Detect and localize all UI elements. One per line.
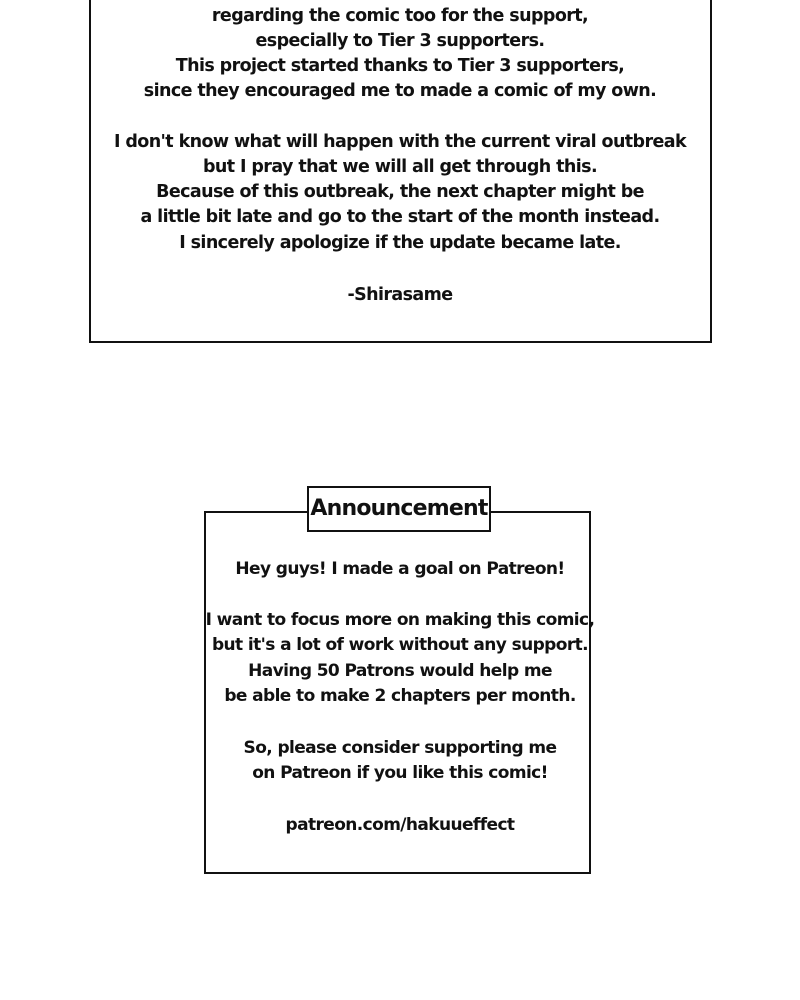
announcement-line: Hey guys! I made a goal on Patreon! <box>235 559 565 579</box>
announcement-line: I want to focus more on making this comic, <box>205 610 595 630</box>
note-signature: -Shirasame <box>347 285 453 305</box>
announcement-title: Announcement <box>307 486 491 532</box>
note-line: but I pray that we will all get through this. <box>202 157 598 177</box>
announcement-line: on Patreon if you like this comic! <box>252 763 548 783</box>
announcement-line: So, please consider supporting me <box>243 738 557 758</box>
patreon-link[interactable]: patreon.com/hakuueffect <box>285 815 515 835</box>
announcement-line: but it's a lot of work without any support. <box>211 635 588 655</box>
note-line: regarding the comic too for the support, <box>211 6 589 26</box>
note-line: This project started thanks to Tier 3 supporters, <box>175 56 625 76</box>
announcement-line: Having 50 Patrons would help me <box>248 661 552 681</box>
note-line: especially to Tier 3 supporters. <box>255 31 545 51</box>
note-line: I sincerely apologize if the update became late. <box>179 233 621 253</box>
note-line: I don't know what will happen with the current viral outbreak <box>113 132 687 152</box>
note-line: a little bit late and go to the start of the month instead. <box>140 207 660 227</box>
note-line: Because of this outbreak, the next chapter might be <box>156 182 644 202</box>
announcement-line: be able to make 2 chapters per month. <box>224 686 576 706</box>
note-line: since they encouraged me to made a comic of my own. <box>143 81 657 101</box>
